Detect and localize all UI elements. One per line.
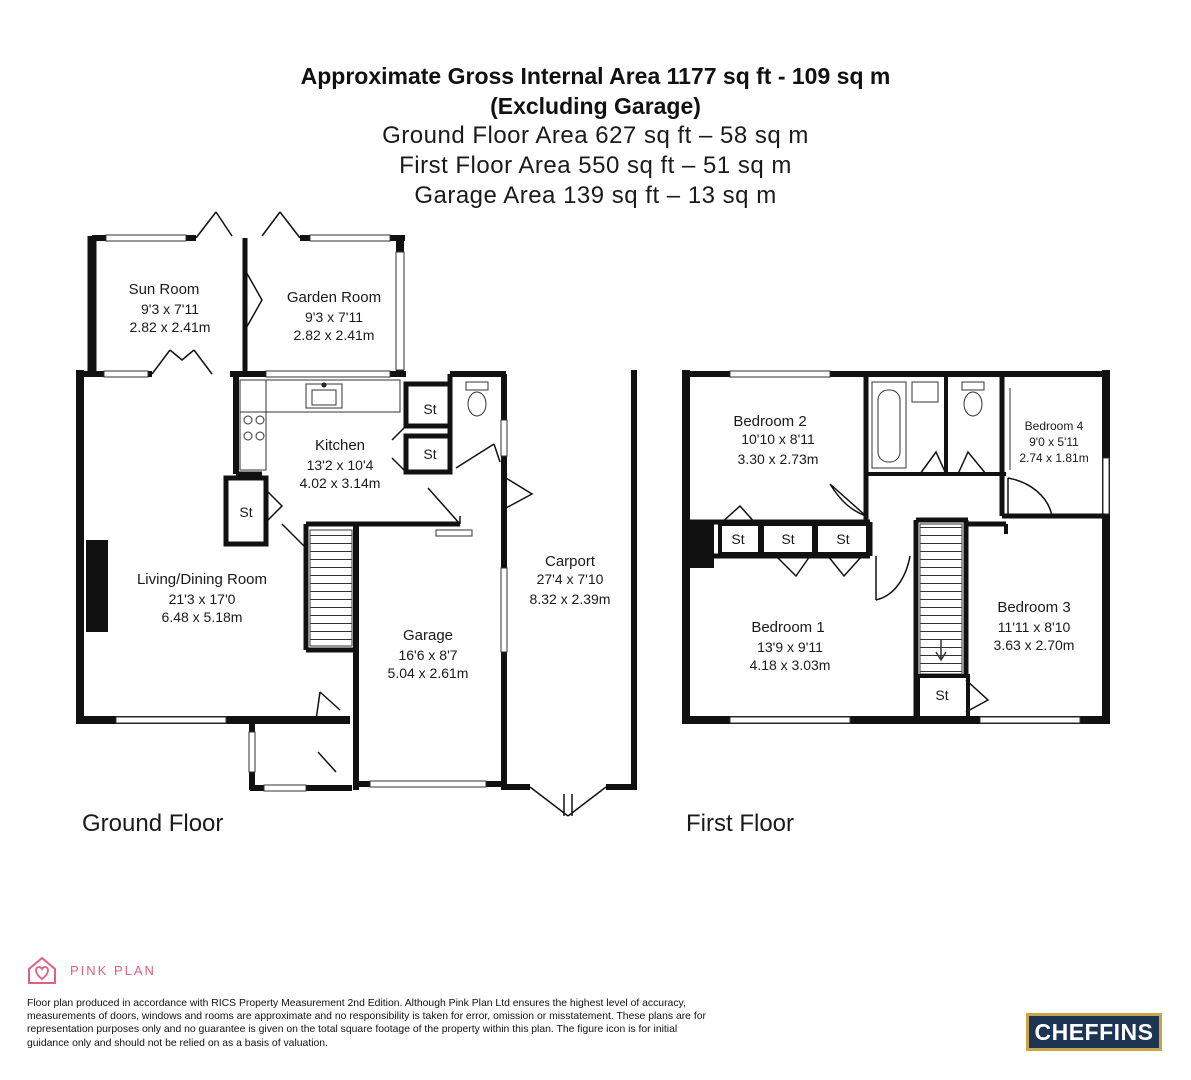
ground-floor-label: Ground Floor	[82, 810, 224, 837]
storage-label: St	[836, 531, 850, 547]
garage-name: Garage	[402, 627, 454, 644]
toilet-icon	[962, 382, 984, 416]
storage-label: St	[423, 446, 437, 462]
storage-label: St	[935, 687, 949, 703]
first-floor-label: First Floor	[686, 810, 794, 837]
garage-metric: 5.04 x 2.61m	[387, 665, 469, 681]
bedroom3-imperial: 11'11 x 8'10	[997, 619, 1071, 635]
bedroom4-imperial: 9'0 x 5'11	[1029, 435, 1079, 449]
stairs-icon	[310, 530, 352, 646]
bedroom2-name: Bedroom 2	[733, 413, 807, 430]
excluding-garage-note: (Excluding Garage)	[490, 93, 701, 119]
kitchen-metric: 4.02 x 3.14m	[299, 475, 381, 491]
house-heart-icon	[26, 955, 58, 985]
hob-icon	[244, 416, 264, 440]
disclaimer-text: Floor plan produced in accordance with RICS Property Measurement 2nd Edition. Although Pink Plan Ltd ensures the highest level of accuracy, measurements of doors, windows and rooms are approximate and no responsibility is taken for error, omission or misstatement. These plans are for representation purposes only and no guarantee is given on the total square footage of the property within this plan. The figure icon is for initial guidance only and should not be relied on as a basis of valuation.	[27, 998, 706, 1049]
ground-floor-area: Ground Floor Area 627 sq ft – 58 sq m	[382, 122, 809, 149]
bedroom4-metric: 2.74 x 1.81m	[1019, 451, 1089, 465]
bedroom1-metric: 4.18 x 3.03m	[749, 657, 831, 673]
gross-area-title: Approximate Gross Internal Area 1177 sq ft - 109 sq m	[300, 63, 891, 89]
living-room-name: Living/Dining Room	[136, 571, 268, 588]
garden-room-imperial: 9'3 x 7'11	[304, 309, 364, 325]
garage-area: Garage Area 139 sq ft – 13 sq m	[414, 182, 777, 209]
carport-imperial: 27'4 x 7'10	[536, 571, 604, 587]
garden-room-name: Garden Room	[286, 289, 382, 306]
carport-name: Carport	[544, 553, 596, 570]
first-floor-area: First Floor Area 550 sq ft – 51 sq m	[399, 152, 792, 179]
bath-icon	[872, 382, 906, 468]
garage-imperial: 16'6 x 8'7	[398, 647, 458, 663]
bedroom4-name: Bedroom 4	[1024, 419, 1084, 433]
living-room-metric: 6.48 x 5.18m	[161, 609, 243, 625]
kitchen-imperial: 13'2 x 10'4	[306, 457, 374, 473]
bedroom1-name: Bedroom 1	[751, 619, 825, 636]
sun-room-metric: 2.82 x 2.41m	[129, 319, 211, 335]
pink-plan-text: PINK PLAN	[70, 962, 156, 978]
bedroom2-metric: 3.30 x 2.73m	[737, 451, 819, 467]
sun-room-name: Sun Room	[128, 281, 200, 298]
storage-label: St	[239, 504, 253, 520]
cheffins-logo	[1026, 1013, 1162, 1051]
living-room-imperial: 21'3 x 17'0	[168, 591, 236, 607]
kitchen-name: Kitchen	[314, 437, 366, 454]
bedroom1-imperial: 13'9 x 9'11	[757, 639, 823, 655]
storage-label: St	[731, 531, 745, 547]
cheffins-logo-text: CHEFFINS	[1034, 1018, 1154, 1045]
bedroom3-metric: 3.63 x 2.70m	[993, 637, 1075, 653]
sink-icon	[306, 383, 342, 408]
bedroom2-imperial: 10'10 x 8'11	[741, 431, 815, 447]
garden-room-metric: 2.82 x 2.41m	[293, 327, 375, 343]
storage-label: St	[781, 531, 795, 547]
sun-room-imperial: 9'3 x 7'11	[140, 301, 200, 317]
bedroom3-name: Bedroom 3	[997, 599, 1071, 616]
storage-label: St	[423, 401, 437, 417]
toilet-icon	[466, 382, 488, 416]
pink-plan-brand	[26, 955, 156, 985]
carport-metric: 8.32 x 2.39m	[529, 591, 611, 607]
